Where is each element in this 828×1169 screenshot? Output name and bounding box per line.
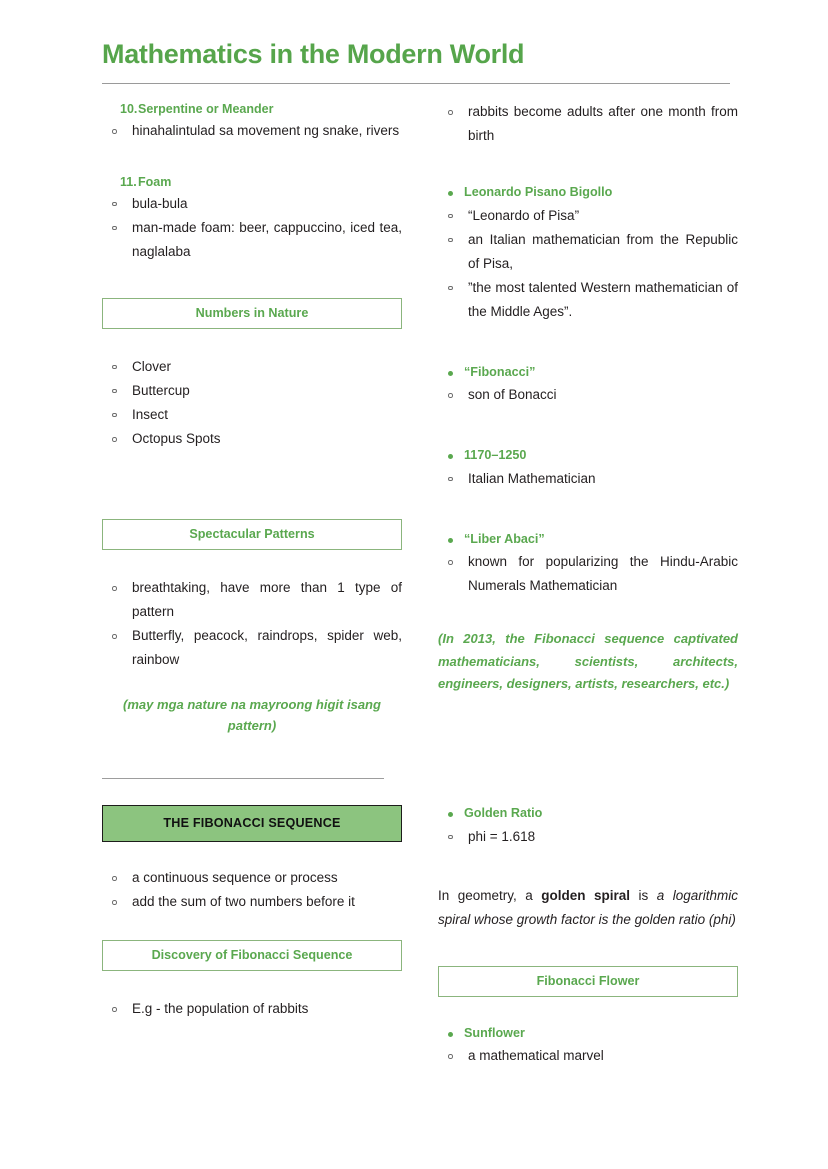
section-header-label: Fibonacci Flower (536, 973, 640, 988)
section-header-spectacular-patterns (102, 519, 402, 550)
list-item: Clover (102, 355, 402, 379)
list-item: Insect (102, 403, 402, 427)
group-heading: 1170–1250 (438, 445, 738, 466)
group-heading: Sunflower (438, 1023, 738, 1044)
list-item: a continuous sequence or process (102, 866, 402, 890)
list-item: bula-bula (102, 192, 402, 216)
fibonacci-sequence-list (102, 866, 402, 914)
list-item: known for popularizing the Hindu-Arabic Numerals Mathematician (438, 550, 738, 598)
banner-label: THE FIBONACCI SEQUENCE (163, 816, 341, 831)
sublist (438, 467, 738, 491)
list-item: son of Bonacci (438, 383, 738, 407)
numbers-in-nature-list (102, 355, 402, 451)
numbered-item (102, 100, 402, 143)
group-leonardo-pisano-bigollo (438, 182, 738, 203)
left-column (102, 100, 402, 1021)
list-item: Buttercup (102, 379, 402, 403)
note-2013: (In 2013, the Fibonacci sequence captivated mathematicians, scientists, architects, engineers, designers, artists, researchers, etc.) (438, 631, 738, 691)
section-header-label: Numbers in Nature (195, 305, 309, 320)
numbered-item-heading (120, 100, 402, 119)
numbered-item (102, 173, 402, 264)
list-item: man-made foam: beer, cappuccino, iced tea, naglalaba (102, 216, 402, 264)
title-divider (102, 83, 730, 84)
group-golden-ratio (438, 803, 738, 824)
geometry-paragraph (438, 884, 738, 932)
group-liber-abaci (438, 529, 738, 550)
group-heading: “Fibonacci” (438, 362, 738, 383)
banner-the-fibonacci-sequence (102, 805, 402, 842)
geometry-paragraph-bold: golden spiral (541, 888, 630, 904)
sublist (438, 825, 738, 849)
discovery-list (102, 997, 402, 1021)
sublist (102, 119, 402, 143)
group-1170-1250 (438, 445, 738, 466)
numbered-item-title: Serpentine or Meander (138, 102, 274, 117)
spectacular-patterns-list (102, 576, 402, 672)
sublist (438, 1044, 738, 1068)
geometry-paragraph-part2: is (630, 888, 657, 904)
sublist (102, 192, 402, 264)
numbered-item-number: 10. (120, 102, 138, 117)
geometry-paragraph-italic: a logarithmic spiral whose growth factor is the golden ratio (phi) (438, 888, 738, 928)
list-item: rabbits become adults after one month from birth (438, 100, 738, 148)
list-item: Butterfly, peacock, raindrops, spider web, rainbow (102, 624, 402, 672)
section-header-discovery-of-fibonacci-sequence (102, 940, 402, 971)
list-item: Octopus Spots (102, 427, 402, 451)
numbered-item-number: 11. (120, 175, 137, 190)
list-item: add the sum of two numbers before it (102, 890, 402, 914)
sublist (438, 383, 738, 407)
section-header-numbers-in-nature (102, 298, 402, 329)
list-item: ”the most talented Western mathematician of the Middle Ages”. (438, 276, 738, 324)
sublist (438, 550, 738, 598)
numbered-item-heading (120, 173, 402, 192)
group-heading: Leonardo Pisano Bigollo (438, 182, 738, 203)
list-item: E.g - the population of rabbits (102, 997, 402, 1021)
list-item: “Leonardo of Pisa” (438, 204, 738, 228)
list-item: Italian Mathematician (438, 467, 738, 491)
rabbits-list (438, 100, 738, 148)
sublist (438, 204, 738, 324)
right-column (438, 100, 738, 1068)
group-heading: Golden Ratio (438, 803, 738, 824)
section-header-fibonacci-flower (438, 966, 738, 997)
spectacular-patterns-note: (may mga nature na mayroong higit isang pattern) (123, 697, 381, 734)
list-item: phi = 1.618 (438, 825, 738, 849)
group-heading: “Liber Abaci” (438, 529, 738, 550)
page-title: Mathematics in the Modern World (102, 39, 525, 69)
numbered-item-title: Foam (138, 175, 172, 190)
list-item: breathtaking, have more than 1 type of pattern (102, 576, 402, 624)
group-fibonacci (438, 362, 738, 383)
list-item: a mathematical marvel (438, 1044, 738, 1068)
section-header-label: Spectacular Patterns (189, 527, 315, 542)
two-column-body (102, 100, 738, 1068)
group-sunflower (438, 1023, 738, 1044)
geometry-paragraph-part1: In geometry, a (438, 888, 542, 904)
section-header-label: Discovery of Fibonacci Sequence (151, 948, 353, 963)
list-item: an Italian mathematician from the Republic of Pisa, (438, 228, 738, 276)
list-item: hinahalintulad sa movement ng snake, rivers (102, 119, 402, 143)
